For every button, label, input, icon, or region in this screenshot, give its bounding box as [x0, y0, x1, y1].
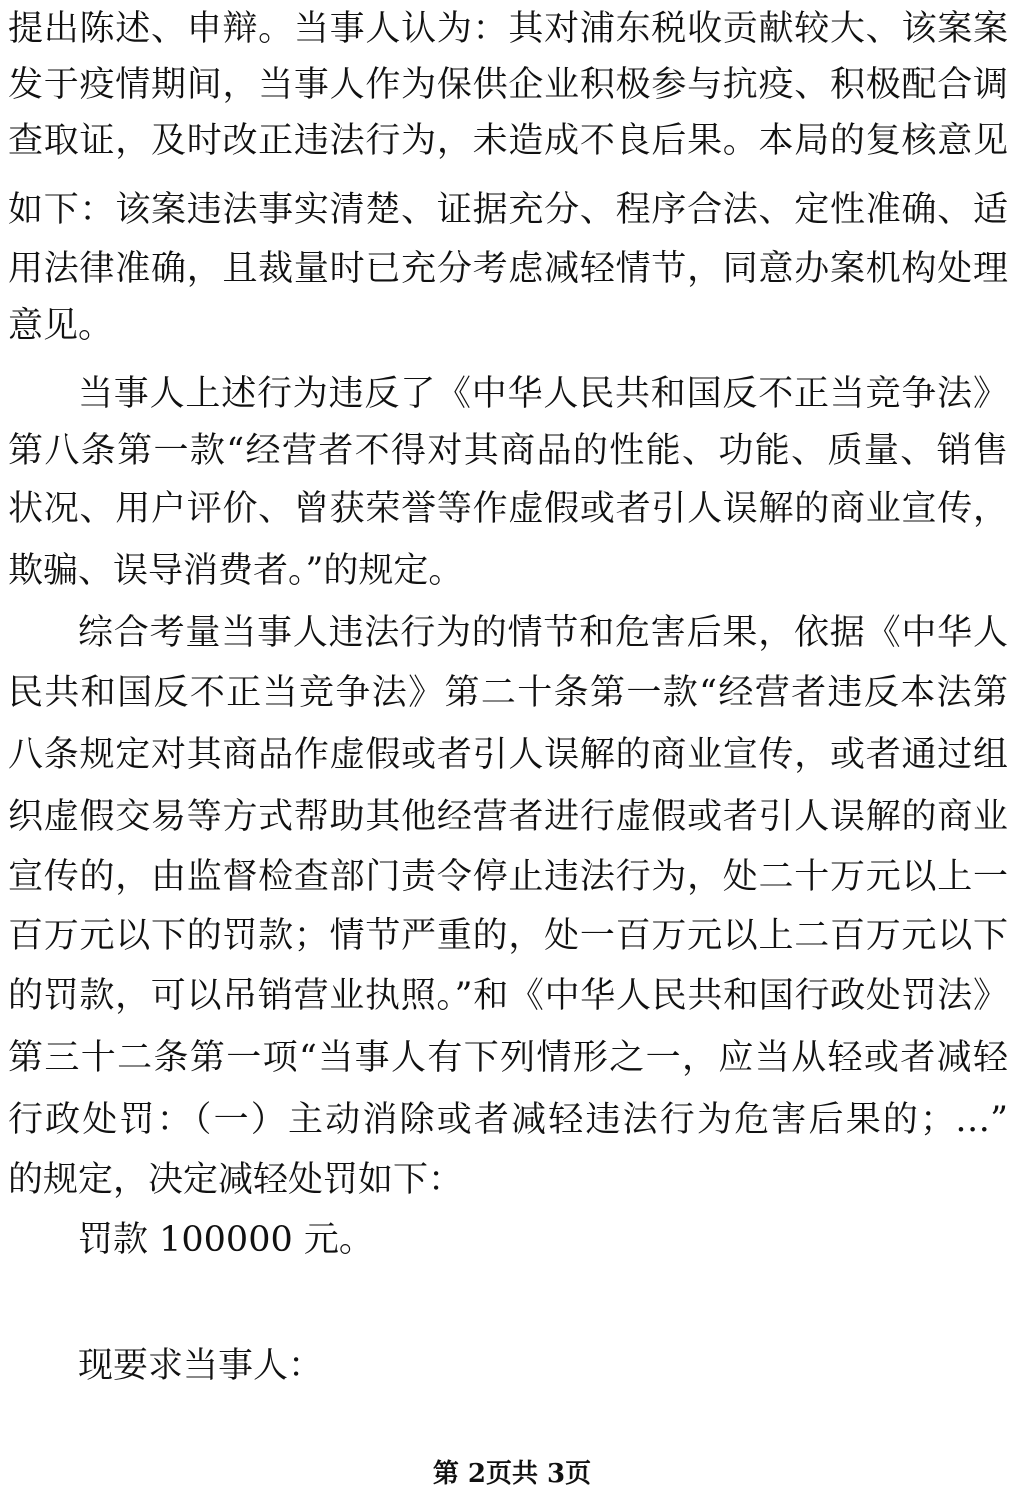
paragraph-3-line-4: 织虚假交易等方式帮助其他经营者进行虚假或者引人误解的商业 — [8, 797, 1008, 837]
text-line-1: 提出陈述、申辩。当事人认为：其对浦东税收贡献较大、该案案 — [8, 9, 1008, 49]
paragraph-3-line-10: 的规定，决定减轻处罚如下： — [8, 1160, 464, 1200]
paragraph-3-line-5: 宣传的，由监督检查部门责令停止违法行为，处二十万元以上一 — [8, 857, 1008, 897]
paragraph-3-line-8: 第三十二条第一项“当事人有下列情形之一，应当从轻或者减轻 — [8, 1038, 1008, 1078]
paragraph-2-line-1: 当事人上述行为违反了《中华人民共和国反不正当竞争法》 — [78, 374, 1008, 414]
paragraph-2-line-4: 欺骗、误导消费者。”的规定。 — [8, 551, 464, 591]
text-line-6: 意见。 — [8, 306, 114, 346]
paragraph-3-line-1: 综合考量当事人违法行为的情节和危害后果，依据《中华人 — [78, 613, 1008, 653]
text-line-3: 查取证，及时改正违法行为，未造成不良后果。本局的复核意见 — [8, 121, 1008, 161]
paragraph-3-line-3: 八条规定对其商品作虚假或者引人误解的商业宣传，或者通过组 — [8, 735, 1008, 775]
paragraph-3-line-9: 行政处罚：（一）主动消除或者减轻违法行为危害后果的；…” — [8, 1100, 1008, 1140]
paragraph-2-line-3: 状况、用户评价、曾获荣誉等作虚假或者引人误解的商业宣传， — [8, 489, 1008, 529]
requirement-heading: 现要求当事人： — [78, 1346, 324, 1386]
page-number-footer: 第 2页共 3页 — [432, 1459, 592, 1489]
text-line-5: 用法律准确，且裁量时已充分考虑减轻情节，同意办案机构处理 — [8, 249, 1008, 289]
paragraph-3-line-6: 百万元以下的罚款；情节严重的，处一百万元以上二百万元以下 — [8, 916, 1008, 956]
fine-amount: 罚款 100000 元。 — [78, 1220, 374, 1260]
paragraph-3-line-2: 民共和国反不正当竞争法》第二十条第一款“经营者违反本法第 — [8, 673, 1008, 713]
text-line-2: 发于疫情期间，当事人作为保供企业积极参与抗疫、积极配合调 — [8, 65, 1008, 105]
paragraph-2-line-2: 第八条第一款“经营者不得对其商品的性能、功能、质量、销售 — [8, 431, 1008, 471]
text-line-4: 如下：该案违法事实清楚、证据充分、程序合法、定性准确、适 — [8, 190, 1008, 230]
paragraph-3-line-7: 的罚款，可以吊销营业执照。”和《中华人民共和国行政处罚法》 — [8, 976, 1008, 1016]
